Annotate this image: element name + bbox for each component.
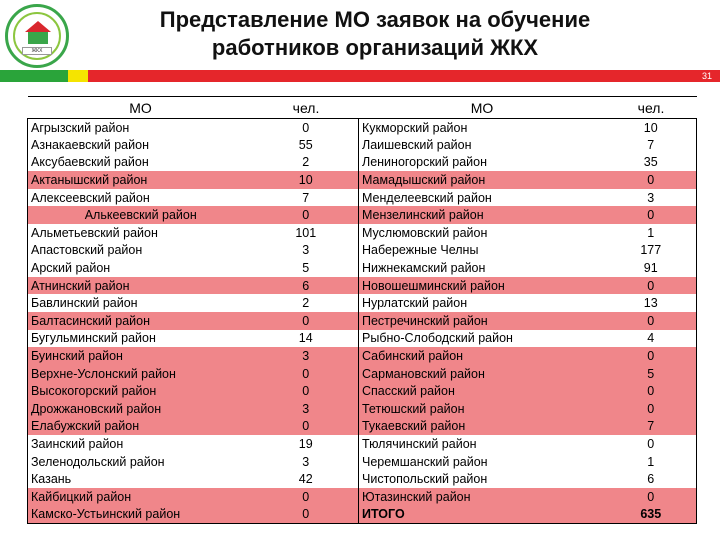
title-line-2: работников организаций ЖКХ (211, 35, 539, 60)
count-right: 10 (606, 119, 697, 137)
table-row (28, 294, 697, 312)
table-row (28, 330, 697, 348)
mo-name-left: Дрожжановский район (28, 400, 254, 418)
count-right: 0 (606, 435, 697, 453)
mo-name-right: Сабинский район (359, 347, 606, 365)
table-row (28, 506, 697, 524)
mo-name-left: Бавлинский район (28, 294, 254, 312)
mo-name-right: Набережные Челны (359, 242, 606, 260)
table-row (28, 206, 697, 224)
mo-name-right: Нурлатский район (359, 294, 606, 312)
logo-plate: ЖКХ (22, 47, 52, 55)
count-right: 0 (606, 347, 697, 365)
count-right: 91 (606, 259, 697, 277)
table-row (28, 189, 697, 207)
mo-name-left: Аксубаевский район (28, 154, 254, 172)
table-row (28, 224, 697, 242)
table-row (28, 453, 697, 471)
mo-name-left: Апастовский район (28, 242, 254, 260)
count-left: 7 (254, 189, 359, 207)
mo-name-right: Новошешминский район (359, 277, 606, 295)
mo-name-right: Чистопольский район (359, 470, 606, 488)
mo-name-left: Камско-Устьинский район (28, 506, 254, 524)
table-row (28, 470, 697, 488)
mo-name-right: Менделеевский район (359, 189, 606, 207)
mo-name-left: Заинский район (28, 435, 254, 453)
count-right: 0 (606, 400, 697, 418)
mo-name-left: Кайбицкий район (28, 488, 254, 506)
count-right: 635 (606, 506, 697, 524)
mo-name-left: Зеленодольский район (28, 453, 254, 471)
count-left: 3 (254, 242, 359, 260)
count-left: 5 (254, 259, 359, 277)
mo-name-left: Бугульминский район (28, 330, 254, 348)
table-row (28, 154, 697, 172)
count-left: 14 (254, 330, 359, 348)
count-left: 55 (254, 136, 359, 154)
count-left: 19 (254, 435, 359, 453)
stripe-yellow (68, 70, 88, 82)
table-row (28, 119, 697, 137)
count-right: 5 (606, 365, 697, 383)
table-row (28, 312, 697, 330)
count-right: 4 (606, 330, 697, 348)
mo-name-left: Алексеевский район (28, 189, 254, 207)
count-right: 0 (606, 488, 697, 506)
mo-name-left: Агрызский район (28, 119, 254, 137)
count-left: 3 (254, 453, 359, 471)
count-right: 35 (606, 154, 697, 172)
mo-name-right: ИТОГО (359, 506, 606, 524)
mo-name-left: Елабужский район (28, 418, 254, 436)
mo-name-right: Муслюмовский район (359, 224, 606, 242)
page-title (80, 6, 670, 62)
house-icon (25, 21, 51, 32)
table-header-row (28, 97, 697, 119)
count-right: 177 (606, 242, 697, 260)
count-left: 0 (254, 418, 359, 436)
mo-name-right: Лениногорский район (359, 154, 606, 172)
mo-name-right: Мензелинский район (359, 206, 606, 224)
header-mo-left: МО (28, 97, 254, 119)
table-row (28, 347, 697, 365)
count-left: 0 (254, 206, 359, 224)
table-row (28, 277, 697, 295)
count-left: 0 (254, 488, 359, 506)
table-row (28, 242, 697, 260)
count-left: 2 (254, 294, 359, 312)
count-right: 1 (606, 224, 697, 242)
count-right: 13 (606, 294, 697, 312)
count-right: 0 (606, 277, 697, 295)
mo-name-left: Атнинский район (28, 277, 254, 295)
mo-name-right: Тетюшский район (359, 400, 606, 418)
header-count-left: чел. (254, 97, 359, 119)
count-left: 0 (254, 312, 359, 330)
count-left: 3 (254, 400, 359, 418)
mo-name-right: Мамадышский район (359, 171, 606, 189)
count-left: 42 (254, 470, 359, 488)
stripe-green (0, 70, 68, 82)
table-body (28, 119, 697, 524)
table-row (28, 488, 697, 506)
table-row (28, 382, 697, 400)
logo (5, 4, 69, 68)
count-right: 0 (606, 312, 697, 330)
count-left: 2 (254, 154, 359, 172)
table-row (28, 435, 697, 453)
mo-name-right: Сармановский район (359, 365, 606, 383)
mo-name-left: Арский район (28, 259, 254, 277)
mo-name-right: Рыбно-Слободский район (359, 330, 606, 348)
stripe-red (88, 70, 720, 82)
mo-name-right: Пестречинский район (359, 312, 606, 330)
count-left: 6 (254, 277, 359, 295)
count-right: 0 (606, 382, 697, 400)
title-line-1: Представление МО заявок на обучение (159, 7, 591, 32)
mo-name-left: Балтасинский район (28, 312, 254, 330)
header-stripes (0, 70, 720, 82)
table-row (28, 171, 697, 189)
mo-name-right: Нижнекамский район (359, 259, 606, 277)
mo-name-left: Актанышский район (28, 171, 254, 189)
mo-name-left: Альметьевский район (28, 224, 254, 242)
count-right: 3 (606, 189, 697, 207)
mo-name-right: Кукморский район (359, 119, 606, 137)
count-left: 3 (254, 347, 359, 365)
mo-name-right: Черемшанский район (359, 453, 606, 471)
mo-name-right: Ютазинский район (359, 488, 606, 506)
count-left: 101 (254, 224, 359, 242)
table-row (28, 365, 697, 383)
mo-name-left: Азнакаевский район (28, 136, 254, 154)
house-body (28, 32, 48, 44)
count-left: 0 (254, 506, 359, 524)
table-row (28, 418, 697, 436)
count-right: 0 (606, 171, 697, 189)
count-left: 0 (254, 365, 359, 383)
table-row (28, 400, 697, 418)
count-right: 7 (606, 418, 697, 436)
count-left: 0 (254, 119, 359, 137)
mo-name-right: Лаишевский район (359, 136, 606, 154)
header-count-right: чел. (606, 97, 697, 119)
count-left: 0 (254, 382, 359, 400)
mo-name-right: Тукаевский район (359, 418, 606, 436)
table-row (28, 259, 697, 277)
mo-name-right: Тюлячинский район (359, 435, 606, 453)
mo-name-left: Верхне-Услонский район (28, 365, 254, 383)
mo-name-right: Спасский район (359, 382, 606, 400)
mo-name-left: Казань (28, 470, 254, 488)
count-right: 7 (606, 136, 697, 154)
count-right: 6 (606, 470, 697, 488)
header-mo-right: МО (359, 97, 606, 119)
page-number: 31 (701, 71, 712, 81)
mo-name-left: Алькеевский район (28, 206, 254, 224)
mo-name-left: Буинский район (28, 347, 254, 365)
table-row (28, 136, 697, 154)
count-right: 1 (606, 453, 697, 471)
mo-name-left: Высокогорский район (28, 382, 254, 400)
applications-table (27, 96, 697, 524)
count-right: 0 (606, 206, 697, 224)
count-left: 10 (254, 171, 359, 189)
